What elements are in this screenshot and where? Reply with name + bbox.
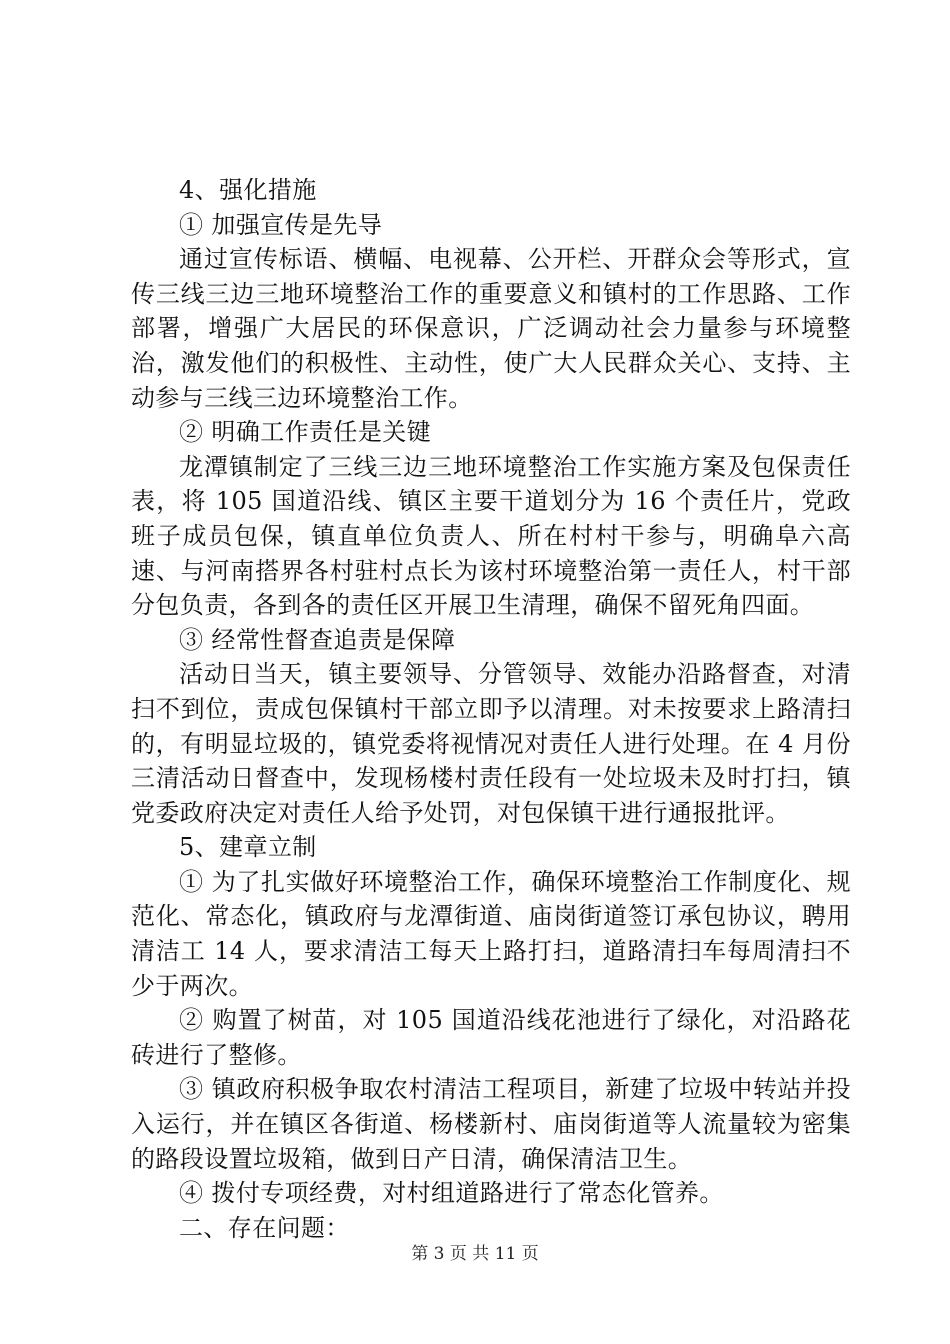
section-heading-measures: 4、强化措施 bbox=[179, 176, 317, 204]
section-heading-rules: 5、建章立制 bbox=[179, 833, 317, 862]
subheading-supervision: ③ 经常性督查追责是保障 bbox=[179, 625, 456, 654]
paragraph-publicity: 通过宣传标语、横幅、电视幕、公开栏、开群众会等形式，宣传三线三边三地环境整治工作的重要意义和镇村的工作思路、工作部署，增强广大居民的环保意识，广泛调动社会力量参与环境整治，激发他们的积极性、主动性，使广大人民群众关心、支持、主动参与三线三边环境整治工作。 bbox=[131, 245, 851, 412]
paragraph-responsibility: 龙潭镇制定了三线三边三地环境整治工作实施方案及包保责任表，将 105 国道沿线、镇区主要干道划分为 16 个责任片，党政班子成员包保，镇直单位负责人、所在村村干参与，明确阜六高速、与河南搭界各村驻村点长为该村环境整治第一责任人，村干部分包负责，各到各的责任区开展卫生清理，确保不留死角四面。 bbox=[131, 452, 851, 620]
paragraph-supervision: 活动日当天，镇主要领导、分管领导、效能办沿路督查，对清扫不到位，责成包保镇村干部立即予以清理。对未按要求上路清扫的，有明显垃圾的，镇党委将视情况对责任人进行处理。在 4 月份三清活动日督查中，发现杨楼村责任段有一处垃圾未及时打扫，镇党委政府决定对责任人给予处罚，对包保镇干进行通报批评。 bbox=[131, 660, 851, 827]
paragraph-rules-4: ④ 拨付专项经费，对村组道路进行了常态化管养。 bbox=[179, 1179, 724, 1208]
page-footer bbox=[0, 1242, 950, 1266]
paragraph-rules-1: ① 为了扎实做好环境整治工作，确保环境整治工作制度化、规范化、常态化，镇政府与龙潭街道、庙岗街道签订承包协议，聘用清洁工 14 人，要求清洁工每天上路打扫，道路清扫车每周清扫不少于两次。 bbox=[131, 867, 851, 1000]
paragraph-rules-3: ③ 镇政府积极争取农村清洁工程项目，新建了垃圾中转站并投入运行，并在镇区各街道、杨楼新村、庙岗街道等人流量较为密集的路段设置垃圾箱，做到日产日清，确保清洁卫生。 bbox=[131, 1075, 851, 1173]
subheading-publicity: ① 加强宣传是先导 bbox=[179, 210, 383, 239]
document-body bbox=[131, 173, 851, 1245]
section-heading-problems: 二、存在问题： bbox=[179, 1213, 350, 1242]
subheading-responsibility: ② 明确工作责任是关键 bbox=[179, 418, 432, 447]
page-number-label: 第 3 页 共 11 页 bbox=[411, 1244, 539, 1264]
paragraph-rules-2: ② 购置了树苗，对 105 国道沿线花池进行了绿化，对沿路花砖进行了整修。 bbox=[131, 1006, 851, 1069]
